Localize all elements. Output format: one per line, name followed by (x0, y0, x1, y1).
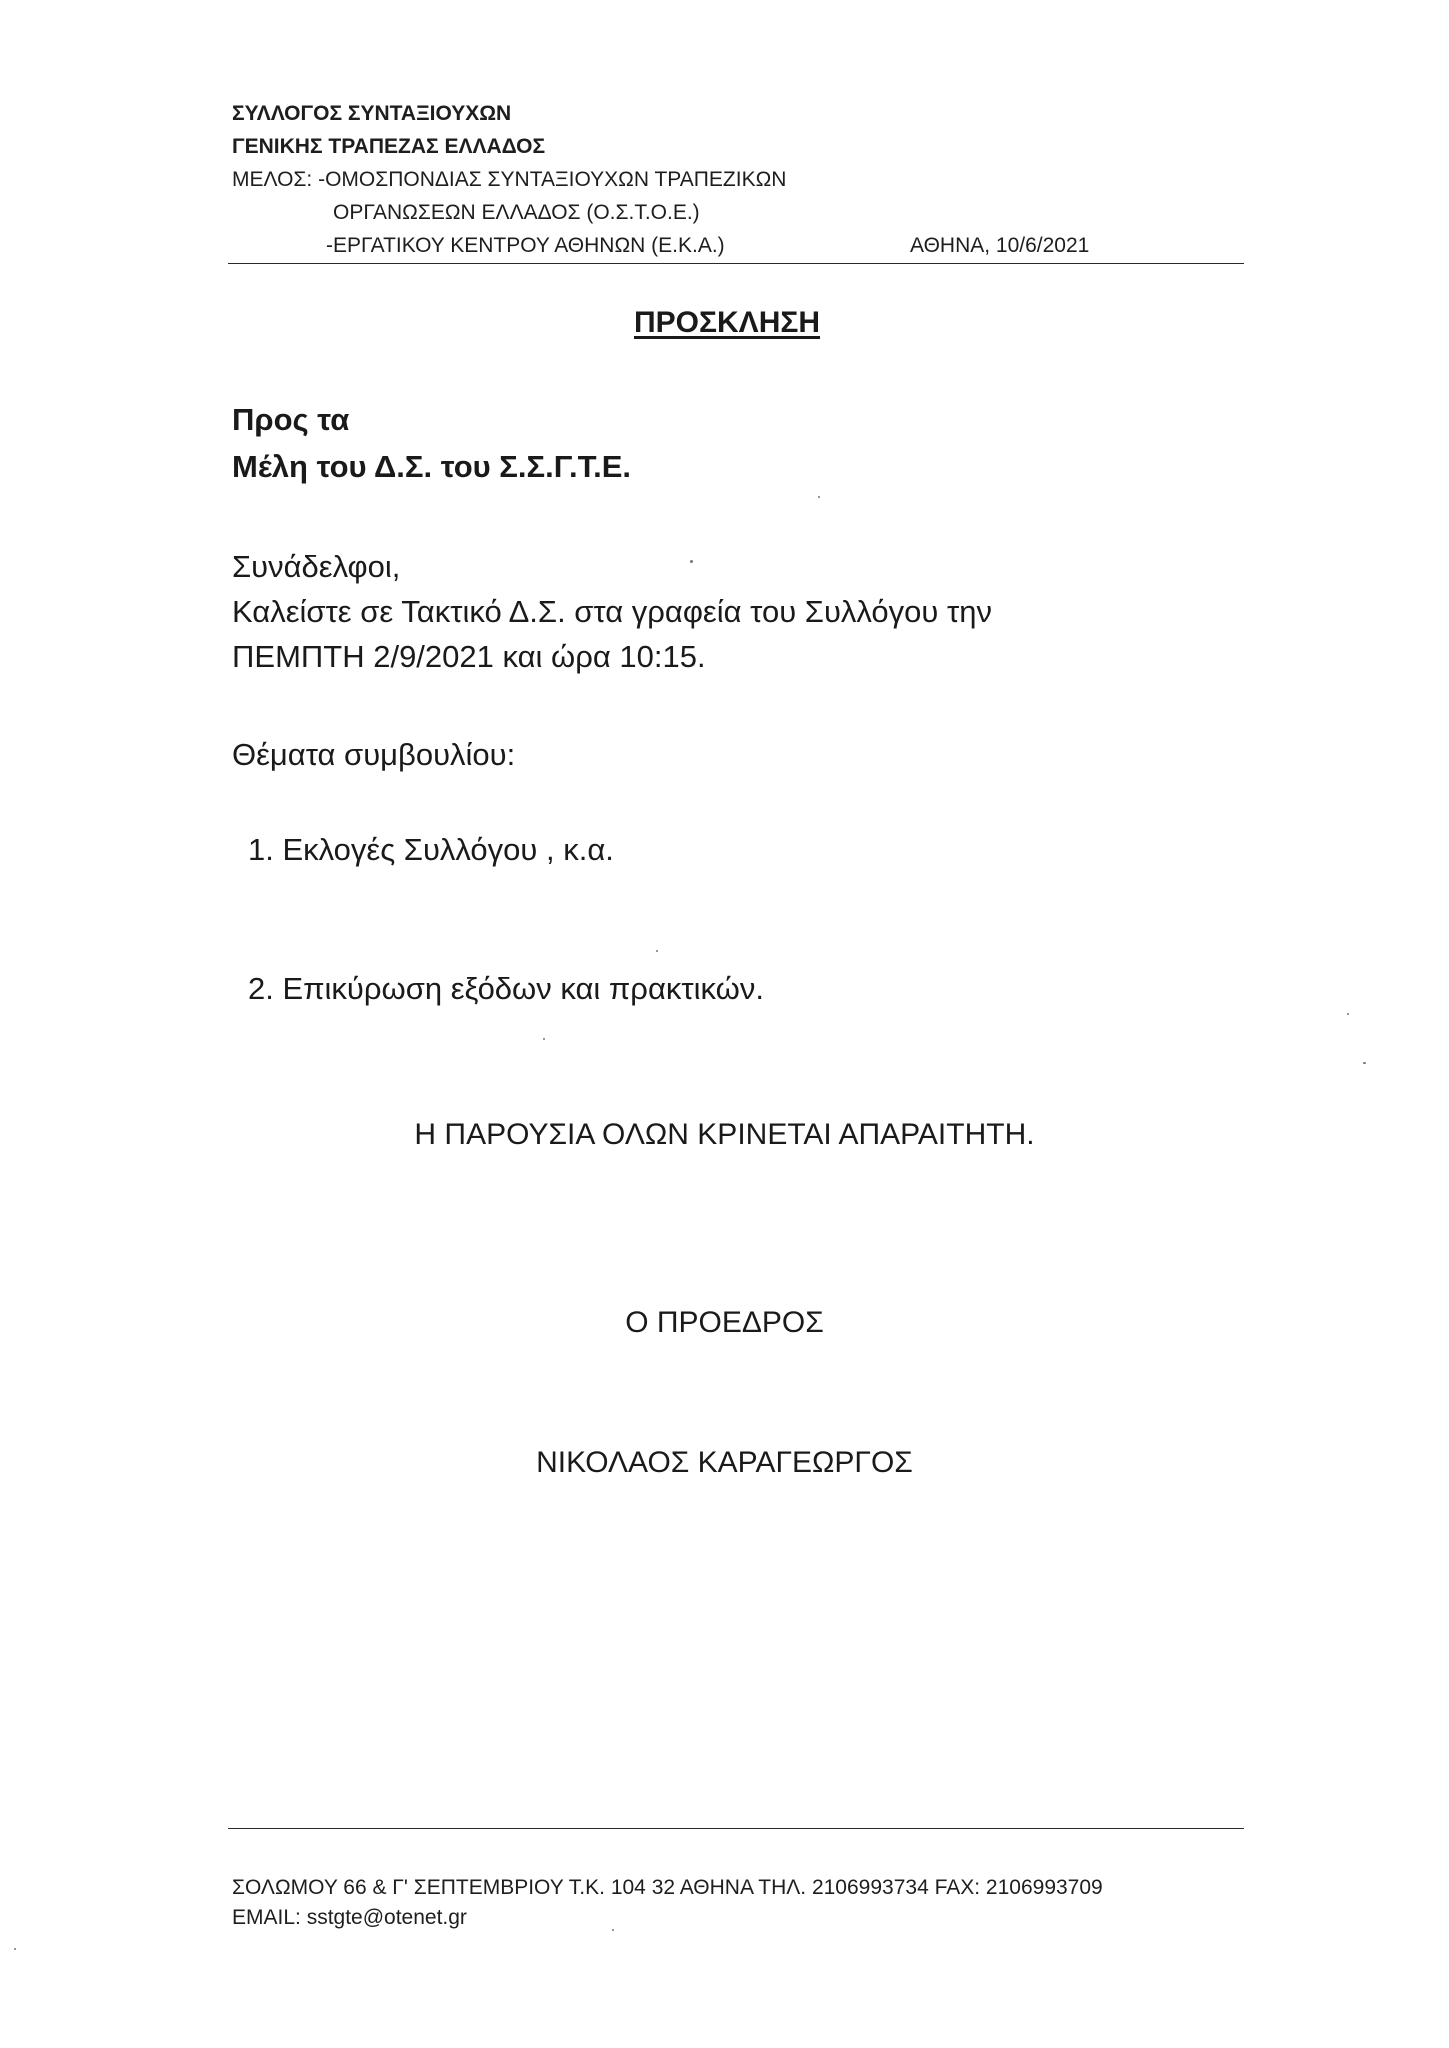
membership-line2: ΟΡΓΑΝΩΣΕΩΝ ΕΛΛΑΔΟΣ (Ο.Σ.Τ.Ο.Ε.) (333, 201, 700, 224)
scan-speck (543, 1038, 545, 1040)
addressee-line2: Μέλη του Δ.Σ. του Σ.Σ.Γ.Τ.Ε. (232, 449, 632, 484)
place-date: ΑΘΗΝΑ, 10/6/2021 (910, 234, 1090, 257)
scan-speck (818, 496, 820, 498)
org-name-line1: ΣΥΛΛΟΓΟΣ ΣΥΝΤΑΞΙΟΥΧΩΝ (232, 102, 512, 125)
salutation: Συνάδελφοι, (232, 549, 401, 584)
footer-address: ΣΟΛΩΜΟΥ 66 & Γ' ΣΕΠΤΕΜΒΡΙΟΥ Τ.Κ. 104 32 ΑΘΗΝΑ ΤΗΛ. 2106993734 FAX: 2106993709 (232, 1876, 1103, 1899)
header-divider (228, 263, 1244, 264)
signature-name: ΝΙΚΟΛΑΟΣ ΚΑΡΑΓΕΩΡΓΟΣ (536, 1446, 913, 1479)
scan-speck (14, 1948, 16, 1950)
footer-divider (228, 1828, 1244, 1829)
signature-title: Ο ΠΡΟΕΔΡΟΣ (625, 1306, 824, 1339)
body-line1: Καλείστε σε Τακτικό Δ.Σ. στα γραφεία του Συλλόγου την (232, 594, 992, 629)
footer-email: EMAIL: sstgte@otenet.gr (232, 1906, 467, 1929)
org-name-line2: ΓΕΝΙΚΗΣ ΤΡΑΠΕΖΑΣ ΕΛΛΑΔΟΣ (232, 135, 546, 158)
scan-speck (1363, 1062, 1366, 1064)
attendance-note: Η ΠΑΡΟΥΣΙΑ ΟΛΩΝ ΚΡΙΝΕΤΑΙ ΑΠΑΡΑΙΤΗΤΗ. (414, 1118, 1035, 1151)
membership-line1: ΜΕΛΟΣ: -ΟΜΟΣΠΟΝΔΙΑΣ ΣΥΝΤΑΞΙΟΥΧΩΝ ΤΡΑΠΕΖΙΚΩΝ (232, 168, 787, 191)
agenda-item: 2. Επικύρωση εξόδων και πρακτικών. (248, 971, 764, 1006)
membership-line3: -ΕΡΓΑΤΙΚΟΥ ΚΕΝΤΡΟΥ ΑΘΗΝΩΝ (Ε.Κ.Α.) (326, 234, 725, 257)
agenda-heading: Θέματα συμβουλίου: (232, 737, 516, 772)
scan-speck (612, 1929, 614, 1931)
scan-speck (656, 950, 658, 952)
scan-speck (690, 560, 693, 563)
scan-speck (1347, 1013, 1349, 1015)
addressee-line1: Προς τα (232, 402, 350, 437)
agenda-item: 1. Εκλογές Συλλόγου , κ.α. (248, 832, 614, 867)
body-line2: ΠΕΜΠΤΗ 2/9/2021 και ώρα 10:15. (232, 639, 706, 674)
document-title: ΠΡΟΣΚΛΗΣΗ (634, 306, 821, 339)
